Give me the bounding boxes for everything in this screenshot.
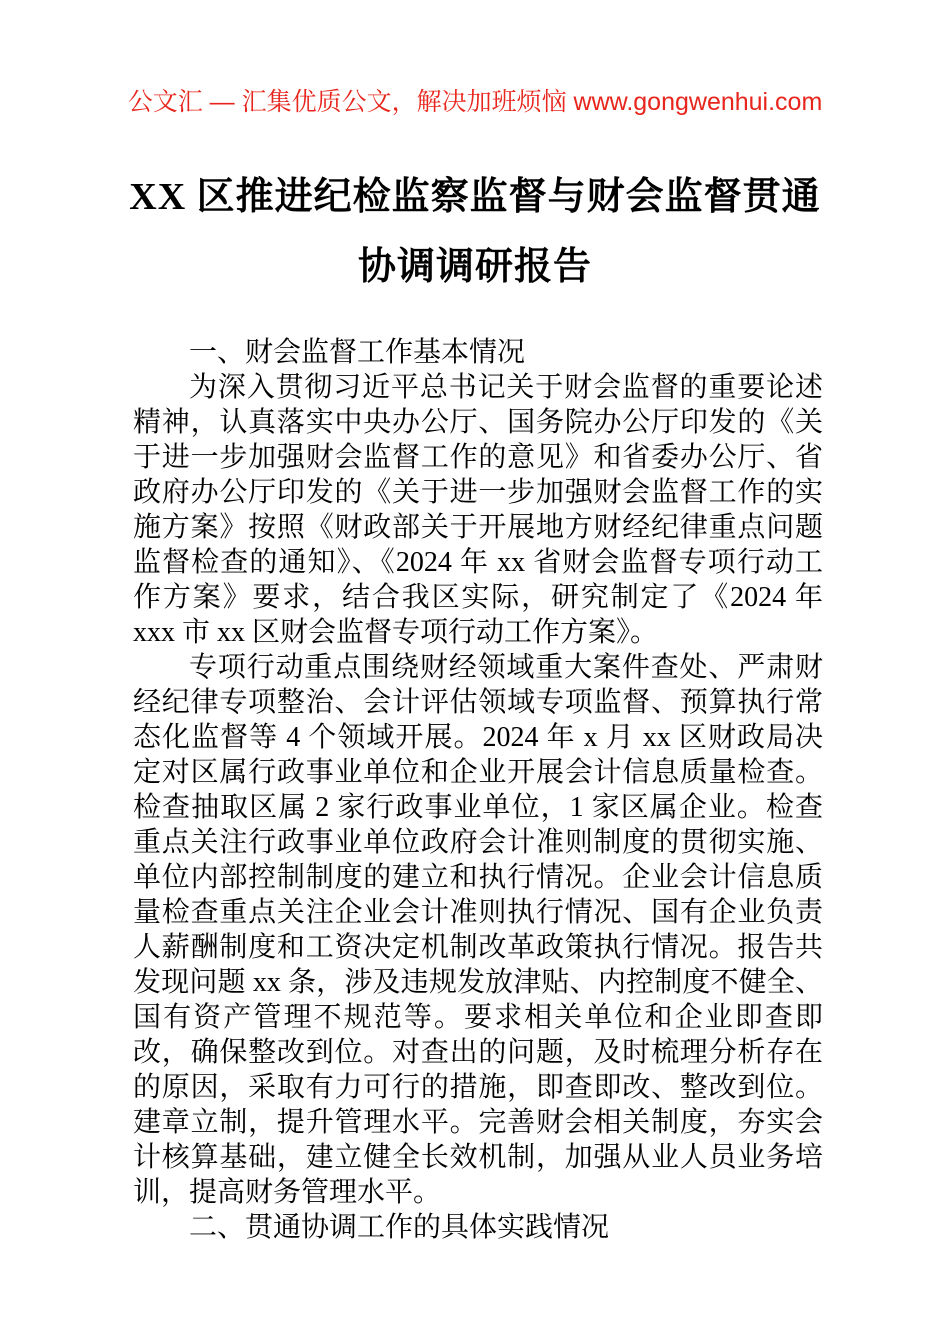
- section-heading-2: 二、贯通协调工作的具体实践情况: [189, 1212, 610, 1243]
- document-body: [0, 335, 950, 1245]
- section-heading-1: 一、财会监督工作基本情况: [189, 337, 526, 368]
- document-title: XX 区推进纪检监察监督与财会监督贯通协调调研报告: [129, 176, 821, 288]
- body-paragraph-1: 为深入贯彻习近平总书记关于财会监督的重要论述精神，认真落实中央办公厅、国务院办公厅印发的《关于进一步加强财会监督工作的意见》和省委办公厅、省政府办公厅印发的《关于进一步加强财会监督工作的实施方案》按照《财政部关于开展地方财经纪律重点问题监督检查的通知》、《2024 年 xx 省财会监督专项行动工作方案》要求，结合我区实际，研究制定了《2024 年 xxx 市 xx 区财会监督专项行动工作方案》。: [133, 372, 823, 648]
- body-paragraph-2: 专项行动重点围绕财经领域重大案件查处、严肃财经纪律专项整治、会计评估领域专项监督、预算执行常态化监督等 4 个领域开展。2024 年 x 月 xx 区财政局决定对区属行政事业单位和企业开展会计信息质量检查。检查抽取区属 2 家行政事业单位，1 家区属企业。检查重点关注行政事业单位政府会计准则制度的贯彻实施、单位内部控制制度的建立和执行情况。企业会计信息质量检查重点关注企业会计准则执行情况、国有企业负责人薪酬制度和工资决定机制改革政策执行情况。报告共发现问题 xx 条，涉及违规发放津贴、内控制度不健全、国有资产管理不规范等。要求相关单位和企业即查即改，确保整改到位。对查出的问题，及时梳理分析存在的原因，采取有力可行的措施，即查即改、整改到位。建章立制，提升管理水平。完善财会相关制度，夯实会计核算基础，建立健全长效机制，加强从业人员业务培训，提高财务管理水平。: [133, 652, 823, 1208]
- site-watermark-text: 公文汇 — 汇集优质公文，解决加班烦恼 www.gongwenhui.com: [127, 88, 823, 116]
